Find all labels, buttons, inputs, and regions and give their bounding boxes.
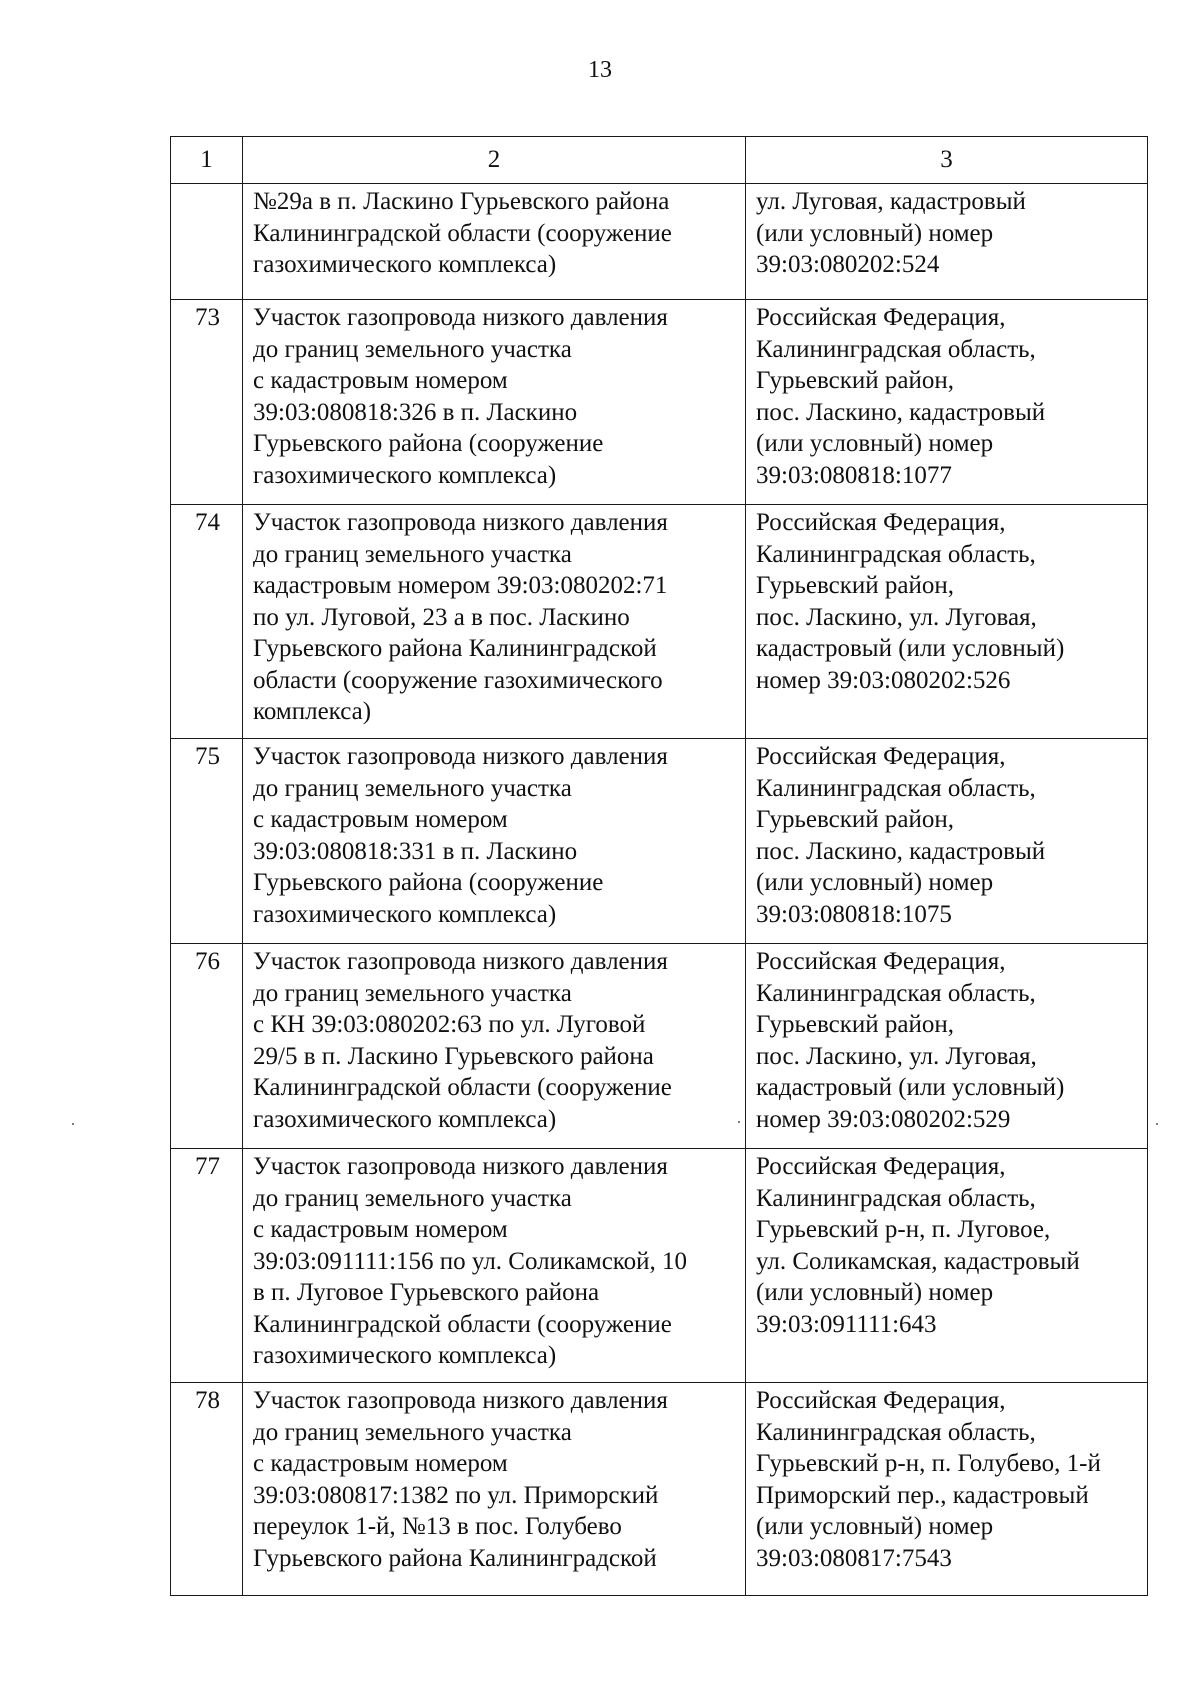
object-description bbox=[243, 739, 746, 944]
row-number: 75 bbox=[171, 739, 243, 944]
row-number: 77 bbox=[171, 1149, 243, 1383]
column-header-3: 3 bbox=[746, 137, 1148, 184]
object-location-text: Российская Федерация, Калининградская область, Гурьевский р-н, п. Луговое, ул. Соликамская, кадастровый (или условный) номер 39:03:091111:643 bbox=[756, 1153, 1080, 1338]
object-description bbox=[243, 1149, 746, 1383]
object-description bbox=[243, 505, 746, 739]
table-row bbox=[171, 944, 1148, 1149]
object-description-text: Участок газопровода низкого давления до границ земельного участка с кадастровым номером 39:03:080817:1382 по ул. Приморский переулок 1-й, №13 в пос. Голубево Гурьевского района Калининградской bbox=[253, 1387, 668, 1572]
row-number: 73 bbox=[171, 300, 243, 505]
scan-speck bbox=[1156, 1123, 1158, 1125]
header-row bbox=[171, 137, 1148, 184]
object-location-text: Российская Федерация, Калининградская область, Гурьевский район, пос. Ласкино, кадастровый (или условный) номер 39:03:080818:1075 bbox=[756, 743, 1046, 928]
table-row bbox=[171, 300, 1148, 505]
page-number: 13 bbox=[588, 57, 612, 83]
object-location bbox=[746, 300, 1148, 505]
row-number: 74 bbox=[171, 505, 243, 739]
scan-speck bbox=[72, 1123, 74, 1125]
object-location bbox=[746, 944, 1148, 1149]
table-row bbox=[171, 184, 1148, 300]
column-header-2: 2 bbox=[243, 137, 746, 184]
object-location-text: ул. Луговая, кадастровый (или условный) номер 39:03:080202:524 bbox=[756, 188, 1026, 278]
table-row bbox=[171, 1383, 1148, 1596]
column-header-1: 1 bbox=[171, 137, 243, 184]
object-location bbox=[746, 1383, 1148, 1596]
object-description bbox=[243, 300, 746, 505]
table-body bbox=[171, 184, 1148, 1596]
object-description-text: Участок газопровода низкого давления до границ земельного участка с кадастровым номером 39:03:080818:326 в п. Ласкино Гурьевского района (сооружение газохимического комплекса) bbox=[253, 304, 668, 489]
object-location-text: Российская Федерация, Калининградская область, Гурьевский район, пос. Ласкино, кадастровый (или условный) номер 39:03:080818:1077 bbox=[756, 304, 1046, 489]
object-description-text: Участок газопровода низкого давления до границ земельного участка с кадастровым номером 39:03:091111:156 по ул. Соликамской, 10 в п. Луговое Гурьевского района Калининградской области (сооружение газохимического комплекса) bbox=[253, 1153, 688, 1369]
object-description-text: Участок газопровода низкого давления до границ земельного участка кадастровым номером 39:03:080202:71 по ул. Луговой, 23 а в пос. Ласкино Гурьевского района Калининградской области (сооружение газохимического комплекса) bbox=[253, 509, 668, 725]
object-location-text: Российская Федерация, Калининградская область, Гурьевский район, пос. Ласкино, ул. Луговая, кадастровый (или условный) номер 39:03:080202:529 bbox=[756, 948, 1065, 1133]
row-number: 76 bbox=[171, 944, 243, 1149]
object-location bbox=[746, 1149, 1148, 1383]
table-row bbox=[171, 739, 1148, 944]
scan-speck bbox=[738, 1121, 740, 1123]
object-description-text: Участок газопровода низкого давления до границ земельного участка с кадастровым номером 39:03:080818:331 в п. Ласкино Гурьевского района (сооружение газохимического комплекса) bbox=[253, 743, 668, 928]
property-table bbox=[170, 136, 1148, 1596]
object-description bbox=[243, 1383, 746, 1596]
object-description bbox=[243, 944, 746, 1149]
object-location bbox=[746, 505, 1148, 739]
object-description bbox=[243, 184, 746, 300]
table-header bbox=[171, 137, 1148, 184]
object-location-text: Российская Федерация, Калининградская область, Гурьевский р-н, п. Голубево, 1-й Приморский пер., кадастровый (или условный) номер 39:03:080817:7543 bbox=[756, 1387, 1101, 1572]
object-location-text: Российская Федерация, Калининградская область, Гурьевский район, пос. Ласкино, ул. Луговая, кадастровый (или условный) номер 39:03:080202:526 bbox=[756, 509, 1065, 694]
row-number: 78 bbox=[171, 1383, 243, 1596]
table-row bbox=[171, 505, 1148, 739]
object-location bbox=[746, 184, 1148, 300]
object-description-text: №29а в п. Ласкино Гурьевского района Калининградской области (сооружение газохимического комплекса) bbox=[253, 188, 672, 278]
row-number bbox=[171, 184, 243, 300]
table-row bbox=[171, 1149, 1148, 1383]
object-location bbox=[746, 739, 1148, 944]
object-description-text: Участок газопровода низкого давления до границ земельного участка с КН 39:03:080202:63 по ул. Луговой 29/5 в п. Ласкино Гурьевского района Калининградской области (сооружение газохимического комплекса) bbox=[253, 948, 672, 1133]
